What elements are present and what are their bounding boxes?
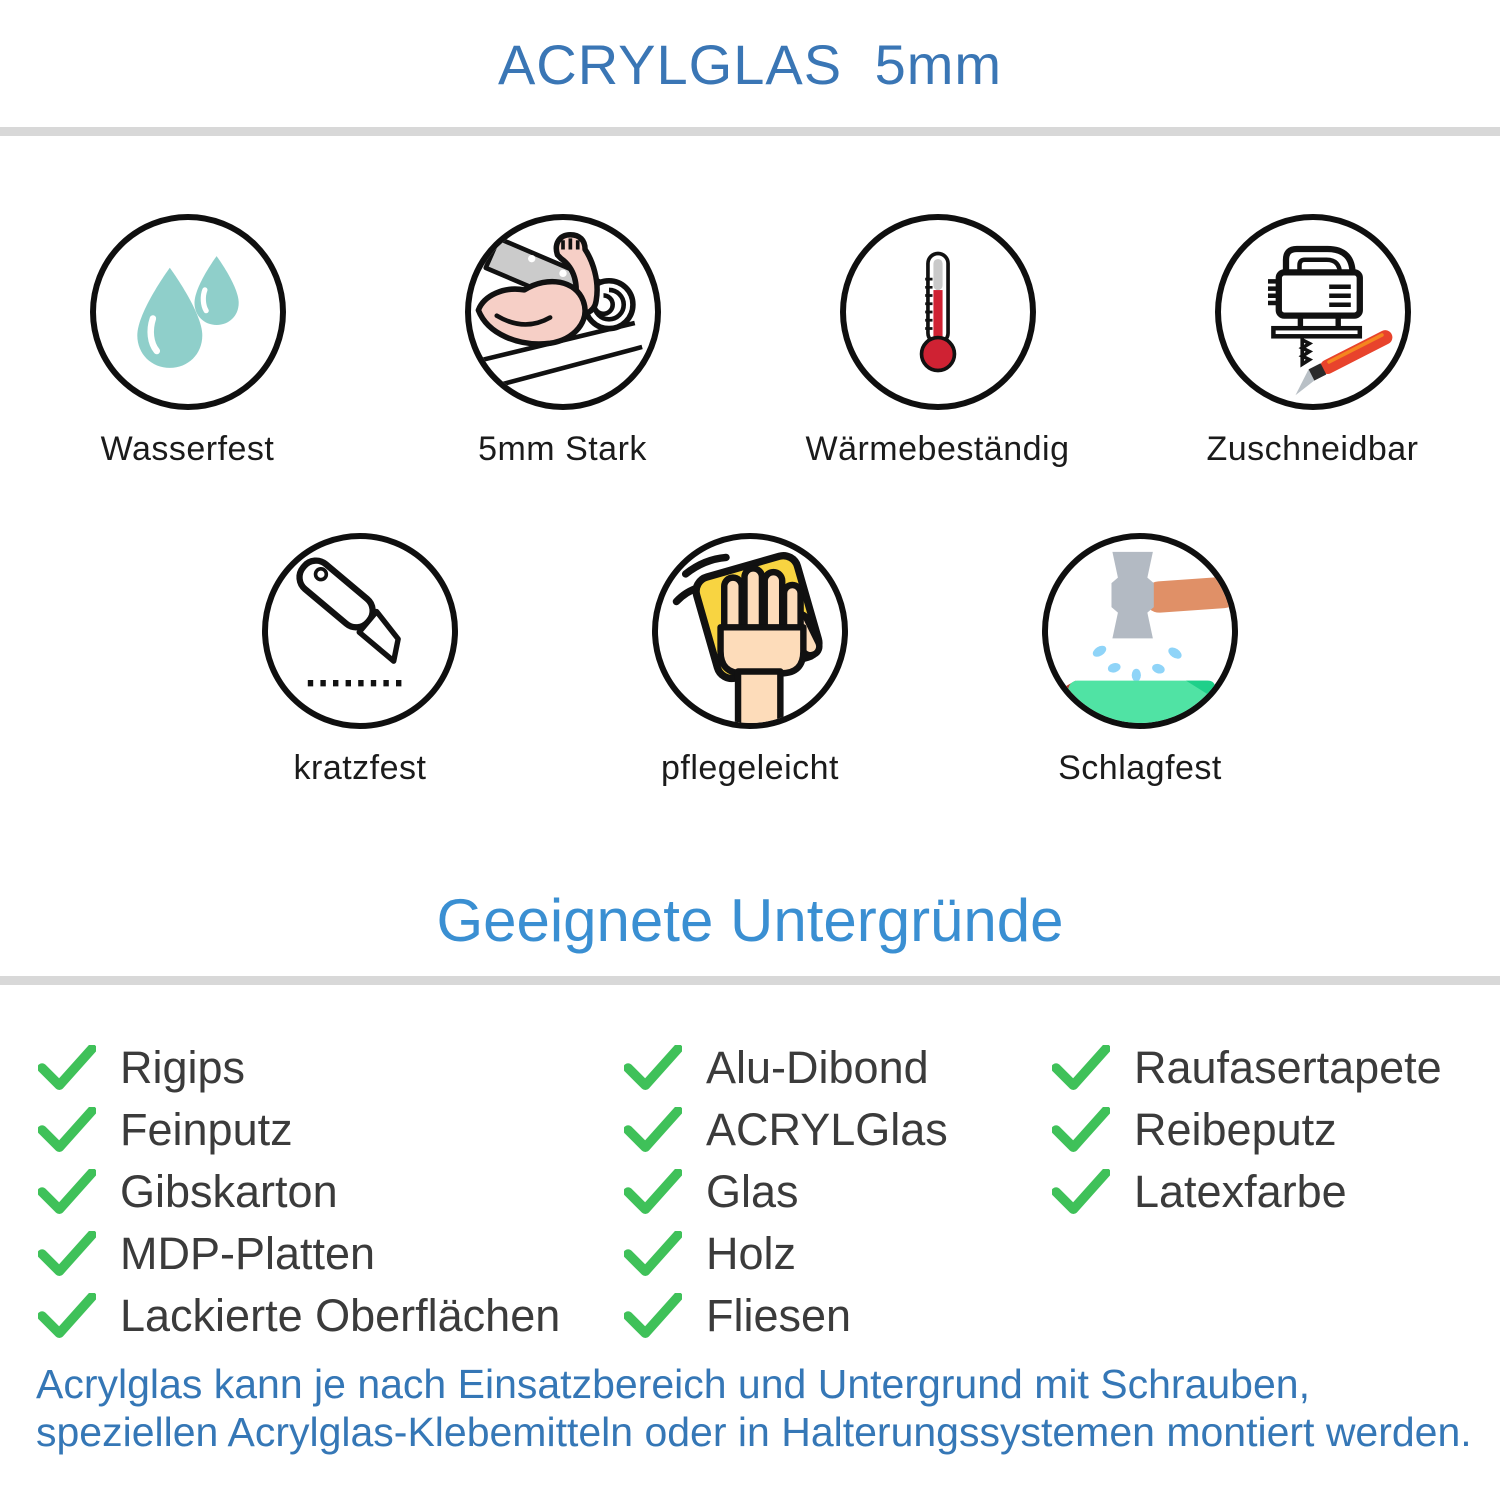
feature-wasserfest <box>0 214 375 469</box>
check-icon <box>38 1045 96 1091</box>
substrate-label: ACRYLGlas <box>706 1103 948 1155</box>
substrate-item <box>624 1099 1052 1161</box>
substrate-label: Raufasertapete <box>1134 1041 1442 1093</box>
feature-label: pflegeleicht <box>660 748 839 787</box>
feature-pflegeleicht <box>560 533 940 788</box>
feature-label: 5mm Stark <box>478 429 647 468</box>
substrate-item <box>1052 1161 1500 1223</box>
substrate-label: Rigips <box>120 1041 246 1093</box>
substrate-label: Reibeputz <box>1134 1103 1337 1155</box>
footer-line-1: Acrylglas kann je nach Einsatzbereich und Untergrund mit Schrauben, <box>36 1360 1310 1407</box>
check-icon <box>38 1169 96 1215</box>
muscle-arm-icon <box>465 214 661 410</box>
check-icon <box>38 1107 96 1153</box>
water-drops-icon <box>90 214 286 410</box>
check-icon <box>624 1169 682 1215</box>
feature-label: Wasserfest <box>100 429 275 468</box>
divider-bar <box>0 976 1500 985</box>
hammer-icon <box>1042 533 1238 729</box>
substrate-item <box>1052 1037 1500 1099</box>
substrate-item <box>38 1285 624 1347</box>
substrate-item <box>38 1099 624 1161</box>
substrate-item <box>624 1037 1052 1099</box>
substrate-label: Fliesen <box>706 1289 852 1341</box>
substrate-item <box>38 1223 624 1285</box>
substrates-list <box>0 1037 1500 1347</box>
check-icon <box>1052 1107 1110 1153</box>
check-icon <box>624 1231 682 1277</box>
feature-label: Wärmebeständig <box>805 429 1070 468</box>
check-icon <box>38 1231 96 1277</box>
substrate-label: Alu-Dibond <box>706 1041 929 1093</box>
substrates-column-1 <box>38 1037 624 1347</box>
utility-knife-icon <box>262 533 458 729</box>
features-row-1 <box>0 214 1500 469</box>
feature-label: Zuschneidbar <box>1206 429 1419 468</box>
substrates-column-2 <box>624 1037 1052 1347</box>
feature-waermebestaendig <box>750 214 1125 469</box>
substrate-item <box>38 1037 624 1099</box>
substrate-label: Glas <box>706 1165 799 1217</box>
check-icon <box>624 1045 682 1091</box>
substrate-item <box>624 1223 1052 1285</box>
substrate-label: Gibskarton <box>120 1165 338 1217</box>
check-icon <box>624 1293 682 1339</box>
substrate-label: MDP-Platten <box>120 1227 376 1279</box>
page-title: ACRYLGLAS 5mm <box>497 33 1003 96</box>
thermometer-icon <box>840 214 1036 410</box>
substrates-column-3 <box>1052 1037 1500 1347</box>
feature-label: kratzfest <box>293 748 427 787</box>
cleaning-hand-icon <box>652 533 848 729</box>
footer-note <box>0 1361 1500 1457</box>
substrate-label: Feinputz <box>120 1103 293 1155</box>
substrate-item <box>38 1161 624 1223</box>
check-icon <box>624 1107 682 1153</box>
check-icon <box>1052 1169 1110 1215</box>
substrate-label: Lackierte Oberflächen <box>120 1289 561 1341</box>
substrate-item <box>624 1285 1052 1347</box>
section-title: Geeignete Untergründe <box>436 886 1064 954</box>
feature-kratzfest <box>170 533 550 788</box>
substrate-item <box>1052 1099 1500 1161</box>
jigsaw-icon <box>1215 214 1411 410</box>
substrate-label: Holz <box>706 1227 797 1279</box>
feature-5mm-stark <box>375 214 750 469</box>
feature-label: Schlagfest <box>1058 748 1222 787</box>
check-icon <box>38 1293 96 1339</box>
check-icon <box>1052 1045 1110 1091</box>
substrate-label: Latexfarbe <box>1134 1165 1347 1217</box>
substrate-item <box>624 1161 1052 1223</box>
feature-schlagfest <box>950 533 1330 788</box>
features-row-2 <box>170 533 1330 788</box>
feature-zuschneidbar <box>1125 214 1500 469</box>
footer-line-2: speziellen Acrylglas-Klebemitteln oder in Halterungssystemen montiert werden. <box>36 1408 1472 1455</box>
divider-bar <box>0 127 1500 136</box>
